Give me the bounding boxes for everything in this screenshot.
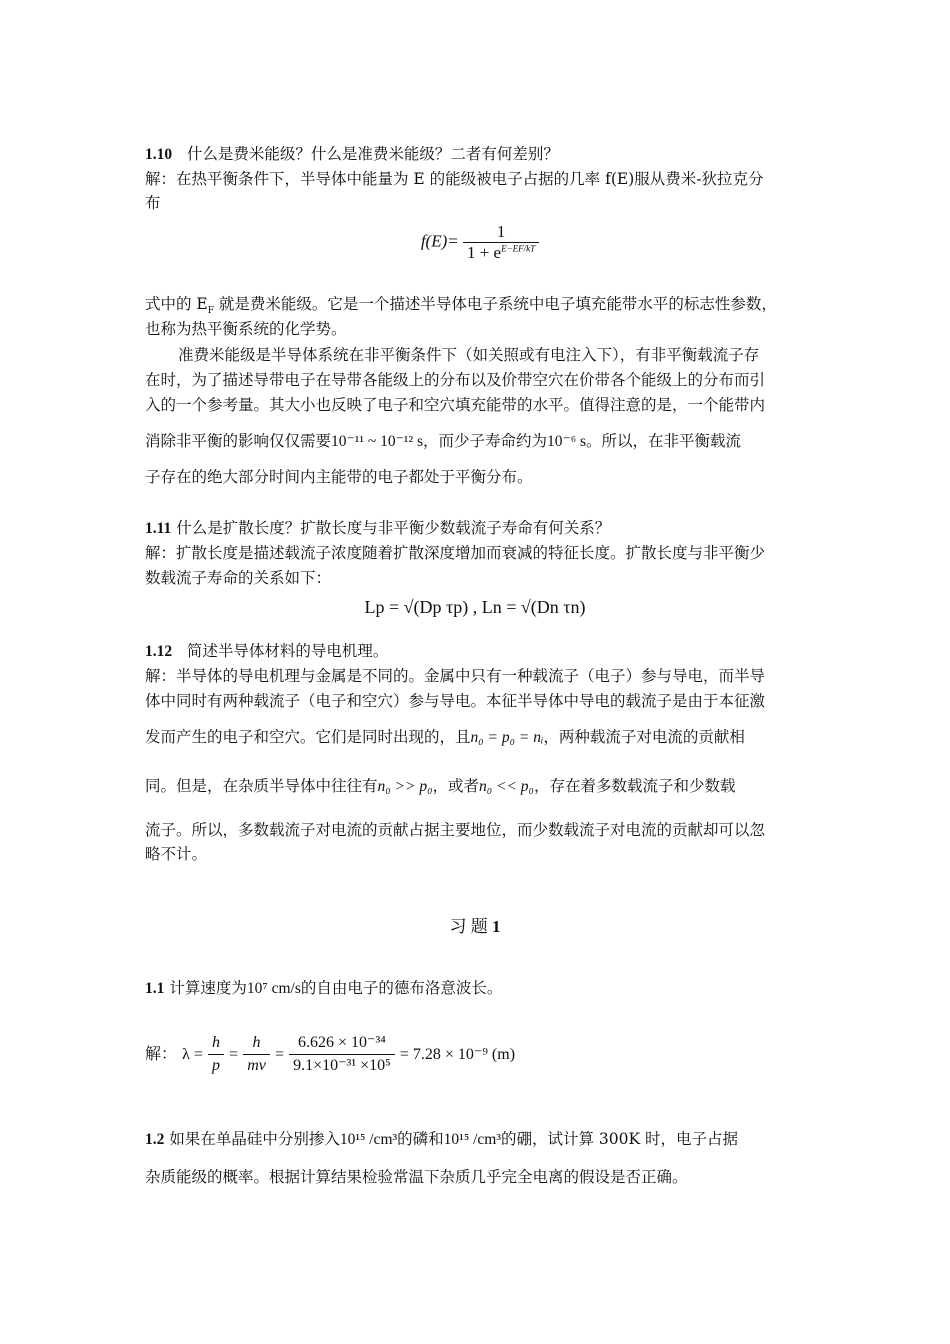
question-number: 1.11 (145, 520, 172, 537)
exercise-1-1: 1.1 计算速度为10⁷ cm/s的自由电子的德布洛意波长。 (145, 979, 503, 997)
answer-line: 数载流子寿命的关系如下： (145, 569, 332, 587)
exercise-1-2-line: 杂质能级的概率。根据计算结果检验常温下杂质几乎完全电离的假设是否正确。 (145, 1168, 688, 1186)
question-1-11 (145, 517, 810, 540)
question-1-12 (145, 640, 810, 663)
answer-line: 同。但是，在杂质半导体中往往有n₀ >> p₀，或者n₀ << p₀，存在着多数载流子和少数载 (145, 777, 736, 795)
exercise-number: 1.1 (145, 980, 165, 997)
question-text: 简述半导体材料的导电机理。 (186, 642, 389, 660)
answer-line: 发而产生的电子和空穴。它们是同时出现的，且n₀ = p₀ = nᵢ，两种载流子对电流的贡献相 (145, 728, 745, 746)
answer-line: 解：在热平衡条件下，半导体中能量为 E 的能级被电子占据的几率 f(E)服从费米-狄拉克分 (145, 170, 764, 188)
answer-line: 解：半导体的导电机理与金属是不同的。金属中只有一种载流子（电子）参与导电，而半导 (145, 667, 766, 685)
question-number: 1.12 (145, 643, 173, 660)
answer-line: 准费米能级是半导体系统在非平衡条件下（如关照或有电注入下），有非平衡载流子存 (178, 346, 760, 364)
question-text: 什么是费米能级？什么是准费米能级？二者有何差别？ (186, 145, 559, 163)
exercise-1-1-solution: 解： λ = $\frac{h}{p}$ = $\frac{h}{mv}$ = $\frac{\text{6.626 × 10⁻³⁴}}{\text{9.1×10⁻³¹ ×10⁵}}$ = 7.28 × 10⁻⁹ (m) (145, 1034, 516, 1074)
exercise-number: 1.2 (145, 1131, 165, 1148)
answer-line: 流子。所以，多数载流子对电流的贡献占据主要地位，而少数载流子对电流的贡献却可以忽 (145, 821, 766, 839)
answer-line: 体中同时有两种载流子（电子和空穴）参与导电。本征半导体中导电的载流子是由于本征激 (145, 692, 766, 710)
answer-line: 布 (145, 194, 161, 212)
question-text: 什么是扩散长度？扩散长度与非平衡少数载流子寿命有何关系？ (176, 519, 611, 537)
fermi-dirac-formula: f(E)= $\frac{1}{1 + e^{E-EF/kT}}$ (405, 222, 555, 263)
question-1-10 (145, 143, 810, 166)
answer-line: 在时，为了描述导带电子在导带各能级上的分布以及价带空穴在价带各个能级上的分布而引 (145, 371, 766, 389)
answer-line: 解：扩散长度是描述载流子浓度随着扩散深度增加而衰减的特征长度。扩散长度与非平衡少 (145, 544, 766, 562)
answer-line: 消除非平衡的影响仅仅需要10⁻¹¹ ~ 10⁻¹² s，而少子寿命约为10⁻⁶ s。所以，在非平衡载流 (145, 432, 742, 450)
section-heading: 习 题 1 (449, 917, 501, 936)
answer-line: 式中的 $E_F$ 就是费米能级。它是一个描述半导体电子系统中电子填充能带水平的标志性参数， (145, 295, 777, 317)
question-number: 1.10 (145, 146, 173, 163)
exercise-1-2: 1.2 如果在单晶硅中分别掺入10¹⁵ /cm³的磷和10¹⁵ /cm³的硼，试计算 300K 时，电子占据 (145, 1130, 739, 1148)
answer-line: 也称为热平衡系统的化学势。 (145, 320, 347, 338)
answer-line: 入的一个参考量。其大小也反映了电子和空穴填充能带的水平。值得注意的是，一个能带内 (145, 396, 766, 414)
answer-line: 略不计。 (145, 845, 208, 863)
diffusion-length-formula: Lp = √(Dp τp) , Ln = √(Dn τn) (364, 597, 586, 617)
answer-line: 子存在的绝大部分时间内主能带的电子都处于平衡分布。 (145, 468, 533, 486)
